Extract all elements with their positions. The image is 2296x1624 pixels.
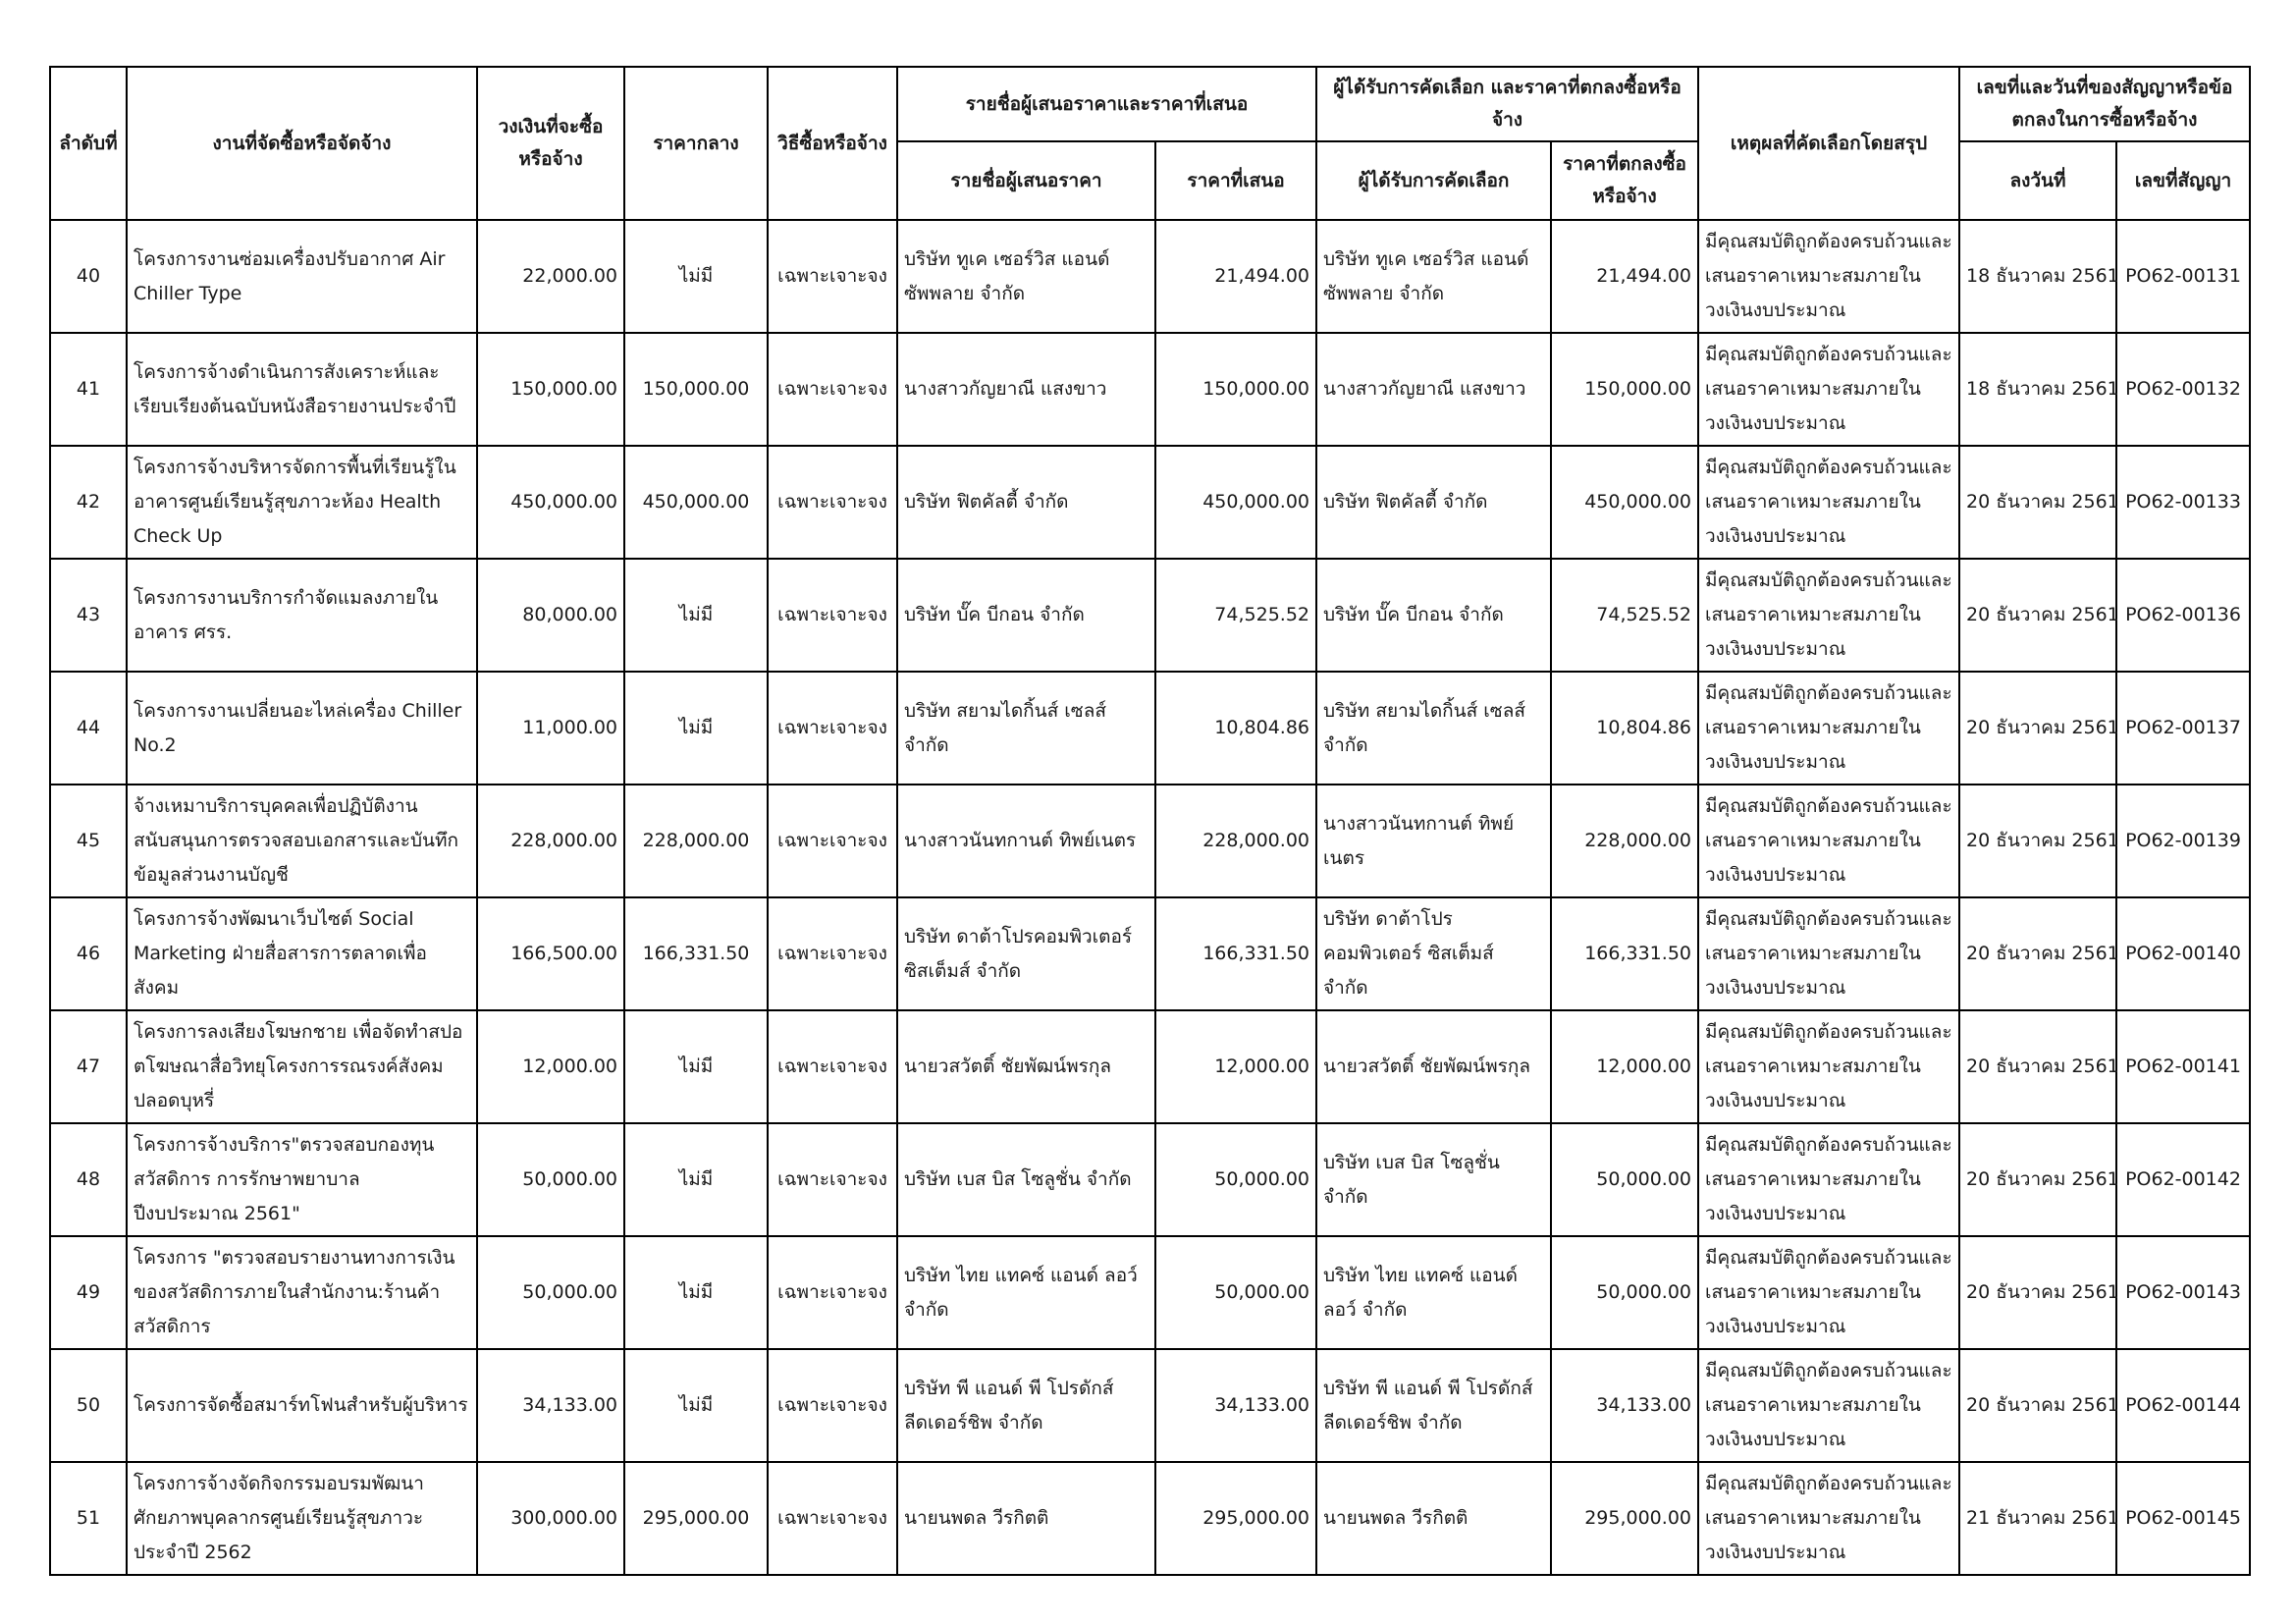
method: เฉพาะเจาะจง <box>768 333 897 446</box>
contract-date: 18 ธันวาคม 2561 <box>1959 220 2116 333</box>
contract-no: PO62-00139 <box>2116 785 2250 897</box>
work-title: โครงการจัดซื้อสมาร์ทโฟนสำหรับผู้บริหาร <box>127 1349 477 1462</box>
contract-date: 20 ธันวาคม 2561 <box>1959 1123 2116 1236</box>
budget: 166,500.00 <box>477 897 624 1010</box>
contract-no: PO62-00140 <box>2116 897 2250 1010</box>
budget: 50,000.00 <box>477 1123 624 1236</box>
method: เฉพาะเจาะจง <box>768 1349 897 1462</box>
agreed-price: 228,000.00 <box>1551 785 1698 897</box>
contract-date: 20 ธันวาคม 2561 <box>1959 897 2116 1010</box>
contract-date: 20 ธันวาคม 2561 <box>1959 1010 2116 1123</box>
median-price: 150,000.00 <box>624 333 768 446</box>
contract-date: 20 ธันวาคม 2561 <box>1959 672 2116 785</box>
selected-name: บริษัท ฟิตคัลตี้ จำกัด <box>1316 446 1551 559</box>
table-row <box>50 1462 2250 1575</box>
header-contract-group: เลขที่และวันที่ของสัญญาหรือข้อตกลงในการซื้อหรือจ้าง <box>1959 67 2250 141</box>
contract-no: PO62-00141 <box>2116 1010 2250 1123</box>
budget: 34,133.00 <box>477 1349 624 1462</box>
header-method: วิธีซื้อหรือจ้าง <box>768 67 897 220</box>
header-selected-name: ผู้ได้รับการคัดเลือก <box>1316 141 1551 220</box>
selected-name: บริษัท เบส บิส โซลูชั่น จำกัด <box>1316 1123 1551 1236</box>
bidder-name: บริษัท ไทย แทคซ์ แอนด์ ลอว์ จำกัด <box>897 1236 1155 1349</box>
contract-date: 20 ธันวาคม 2561 <box>1959 1349 2116 1462</box>
contract-date: 20 ธันวาคม 2561 <box>1959 785 2116 897</box>
table-row <box>50 333 2250 446</box>
header-agreed-price: ราคาที่ตกลงซื้อหรือจ้าง <box>1551 141 1698 220</box>
row-no: 40 <box>50 220 127 333</box>
selection-reason: มีคุณสมบัติถูกต้องครบถ้วนและเสนอราคาเหมาะสมภายในวงเงินงบประมาณ <box>1698 559 1959 672</box>
work-title: โครงการจ้างบริหารจัดการพื้นที่เรียนรู้ในอาคารศูนย์เรียนรู้สุขภาวะห้อง Health Check Up <box>127 446 477 559</box>
bidder-name: นายวสวัตติ์ ชัยพัฒน์พรกุล <box>897 1010 1155 1123</box>
budget: 12,000.00 <box>477 1010 624 1123</box>
work-title: โครงการจ้างบริการ"ตรวจสอบกองทุนสวัสดิการ การรักษาพยาบาล ปีงบประมาณ 2561" <box>127 1123 477 1236</box>
contract-date: 18 ธันวาคม 2561 <box>1959 333 2116 446</box>
method: เฉพาะเจาะจง <box>768 785 897 897</box>
agreed-price: 166,331.50 <box>1551 897 1698 1010</box>
median-price: ไม่มี <box>624 672 768 785</box>
contract-date: 20 ธันวาคม 2561 <box>1959 559 2116 672</box>
selected-name: นางสาวกัญยาณี แสงขาว <box>1316 333 1551 446</box>
agreed-price: 10,804.86 <box>1551 672 1698 785</box>
method: เฉพาะเจาะจง <box>768 220 897 333</box>
table-row <box>50 1349 2250 1462</box>
contract-no: PO62-00131 <box>2116 220 2250 333</box>
table-body <box>50 220 2250 1575</box>
bid-price: 10,804.86 <box>1155 672 1316 785</box>
contract-no: PO62-00142 <box>2116 1123 2250 1236</box>
budget: 50,000.00 <box>477 1236 624 1349</box>
agreed-price: 295,000.00 <box>1551 1462 1698 1575</box>
budget: 11,000.00 <box>477 672 624 785</box>
agreed-price: 21,494.00 <box>1551 220 1698 333</box>
header-work: งานที่จัดซื้อหรือจัดจ้าง <box>127 67 477 220</box>
agreed-price: 150,000.00 <box>1551 333 1698 446</box>
row-no: 48 <box>50 1123 127 1236</box>
median-price: ไม่มี <box>624 1010 768 1123</box>
row-no: 47 <box>50 1010 127 1123</box>
header-contract-date: ลงวันที่ <box>1959 141 2116 220</box>
median-price: 228,000.00 <box>624 785 768 897</box>
bid-price: 74,525.52 <box>1155 559 1316 672</box>
contract-date: 20 ธันวาคม 2561 <box>1959 446 2116 559</box>
header-no: ลำดับที่ <box>50 67 127 220</box>
selection-reason: มีคุณสมบัติถูกต้องครบถ้วนและเสนอราคาเหมาะสมภายในวงเงินงบประมาณ <box>1698 672 1959 785</box>
agreed-price: 50,000.00 <box>1551 1123 1698 1236</box>
header-budget: วงเงินที่จะซื้อหรือจ้าง <box>477 67 624 220</box>
selection-reason: มีคุณสมบัติถูกต้องครบถ้วนและเสนอราคาเหมาะสมภายในวงเงินงบประมาณ <box>1698 1123 1959 1236</box>
bid-price: 50,000.00 <box>1155 1123 1316 1236</box>
median-price: ไม่มี <box>624 220 768 333</box>
median-price: ไม่มี <box>624 559 768 672</box>
bidder-name: นางสาวกัญยาณี แสงขาว <box>897 333 1155 446</box>
selected-name: บริษัท บั๊ค บีกอน จำกัด <box>1316 559 1551 672</box>
budget: 80,000.00 <box>477 559 624 672</box>
table-row <box>50 1010 2250 1123</box>
agreed-price: 50,000.00 <box>1551 1236 1698 1349</box>
contract-date: 21 ธันวาคม 2561 <box>1959 1462 2116 1575</box>
selection-reason: มีคุณสมบัติถูกต้องครบถ้วนและเสนอราคาเหมาะสมภายในวงเงินงบประมาณ <box>1698 1010 1959 1123</box>
work-title: โครงการงานบริการกำจัดแมลงภายในอาคาร ศรร. <box>127 559 477 672</box>
bid-price: 21,494.00 <box>1155 220 1316 333</box>
selection-reason: มีคุณสมบัติถูกต้องครบถ้วนและเสนอราคาเหมาะสมภายในวงเงินงบประมาณ <box>1698 1462 1959 1575</box>
row-no: 42 <box>50 446 127 559</box>
method: เฉพาะเจาะจง <box>768 559 897 672</box>
selection-reason: มีคุณสมบัติถูกต้องครบถ้วนและเสนอราคาเหมาะสมภายในวงเงินงบประมาณ <box>1698 446 1959 559</box>
selected-name: บริษัท สยามไดกิ้นส์ เซลส์ จำกัด <box>1316 672 1551 785</box>
table-row <box>50 1236 2250 1349</box>
table-row <box>50 446 2250 559</box>
work-title: โครงการงานเปลี่ยนอะไหล่เครื่อง Chiller No.2 <box>127 672 477 785</box>
header-contract-no: เลขที่สัญญา <box>2116 141 2250 220</box>
table-row <box>50 785 2250 897</box>
table-row <box>50 1123 2250 1236</box>
budget: 228,000.00 <box>477 785 624 897</box>
selected-name: บริษัท ทูเค เซอร์วิส แอนด์ ซัพพลาย จำกัด <box>1316 220 1551 333</box>
method: เฉพาะเจาะจง <box>768 1010 897 1123</box>
row-no: 46 <box>50 897 127 1010</box>
table-row <box>50 559 2250 672</box>
row-no: 44 <box>50 672 127 785</box>
work-title: โครงการงานซ่อมเครื่องปรับอากาศ Air Chiller Type <box>127 220 477 333</box>
work-title: จ้างเหมาบริการบุคคลเพื่อปฏิบัติงานสนับสนุนการตรวจสอบเอกสารและบันทึกข้อมูลส่วนงานบัญชี <box>127 785 477 897</box>
selection-reason: มีคุณสมบัติถูกต้องครบถ้วนและเสนอราคาเหมาะสมภายในวงเงินงบประมาณ <box>1698 897 1959 1010</box>
agreed-price: 12,000.00 <box>1551 1010 1698 1123</box>
bidder-name: บริษัท พี แอนด์ พี โปรดักส์ ลีดเดอร์ชิพ จำกัด <box>897 1349 1155 1462</box>
selected-name: นายวสวัตติ์ ชัยพัฒน์พรกุล <box>1316 1010 1551 1123</box>
agreed-price: 450,000.00 <box>1551 446 1698 559</box>
selection-reason: มีคุณสมบัติถูกต้องครบถ้วนและเสนอราคาเหมาะสมภายในวงเงินงบประมาณ <box>1698 220 1959 333</box>
contract-no: PO62-00132 <box>2116 333 2250 446</box>
bid-price: 150,000.00 <box>1155 333 1316 446</box>
method: เฉพาะเจาะจง <box>768 1462 897 1575</box>
bidder-name: บริษัท บั๊ค บีกอน จำกัด <box>897 559 1155 672</box>
selection-reason: มีคุณสมบัติถูกต้องครบถ้วนและเสนอราคาเหมาะสมภายในวงเงินงบประมาณ <box>1698 1349 1959 1462</box>
agreed-price: 34,133.00 <box>1551 1349 1698 1462</box>
bid-price: 228,000.00 <box>1155 785 1316 897</box>
work-title: โครงการจ้างดำเนินการสังเคราะห์และเรียบเรียงต้นฉบับหนังสือรายงานประจำปี <box>127 333 477 446</box>
method: เฉพาะเจาะจง <box>768 1123 897 1236</box>
table-header <box>50 67 2250 220</box>
selection-reason: มีคุณสมบัติถูกต้องครบถ้วนและเสนอราคาเหมาะสมภายในวงเงินงบประมาณ <box>1698 1236 1959 1349</box>
table-row <box>50 220 2250 333</box>
header-median-price: ราคากลาง <box>624 67 768 220</box>
agreed-price: 74,525.52 <box>1551 559 1698 672</box>
median-price: 295,000.00 <box>624 1462 768 1575</box>
contract-no: PO62-00143 <box>2116 1236 2250 1349</box>
budget: 300,000.00 <box>477 1462 624 1575</box>
bid-price: 166,331.50 <box>1155 897 1316 1010</box>
selection-reason: มีคุณสมบัติถูกต้องครบถ้วนและเสนอราคาเหมาะสมภายในวงเงินงบประมาณ <box>1698 333 1959 446</box>
method: เฉพาะเจาะจง <box>768 672 897 785</box>
bidder-name: บริษัท สยามไดกิ้นส์ เซลส์ จำกัด <box>897 672 1155 785</box>
bid-price: 34,133.00 <box>1155 1349 1316 1462</box>
contract-no: PO62-00136 <box>2116 559 2250 672</box>
budget: 150,000.00 <box>477 333 624 446</box>
procurement-table <box>49 66 2251 1576</box>
bidder-name: บริษัท เบส บิส โซลูชั่น จำกัด <box>897 1123 1155 1236</box>
selected-name: นายนพดล วีรกิตติ <box>1316 1462 1551 1575</box>
row-no: 45 <box>50 785 127 897</box>
selected-name: บริษัท พี แอนด์ พี โปรดักส์ ลีดเดอร์ชิพ จำกัด <box>1316 1349 1551 1462</box>
method: เฉพาะเจาะจง <box>768 1236 897 1349</box>
median-price: ไม่มี <box>624 1123 768 1236</box>
row-no: 49 <box>50 1236 127 1349</box>
row-no: 51 <box>50 1462 127 1575</box>
median-price: ไม่มี <box>624 1236 768 1349</box>
contract-no: PO62-00137 <box>2116 672 2250 785</box>
work-title: โครงการจ้างพัฒนาเว็บไซต์ Social Marketing ฝ่ายสื่อสารการตลาดเพื่อสังคม <box>127 897 477 1010</box>
bidder-name: บริษัท ทูเค เซอร์วิส แอนด์ ซัพพลาย จำกัด <box>897 220 1155 333</box>
header-reason: เหตุผลที่คัดเลือกโดยสรุป <box>1698 67 1959 220</box>
header-bidders-group: รายชื่อผู้เสนอราคาและราคาที่เสนอ <box>897 67 1316 141</box>
bid-price: 295,000.00 <box>1155 1462 1316 1575</box>
header-selected-group: ผู้ได้รับการคัดเลือก และราคาที่ตกลงซื้อหรือจ้าง <box>1316 67 1698 141</box>
bid-price: 50,000.00 <box>1155 1236 1316 1349</box>
work-title: โครงการ "ตรวจสอบรายงานทางการเงินของสวัสดิการภายในสำนักงาน:ร้านค้าสวัสดิการ <box>127 1236 477 1349</box>
row-no: 43 <box>50 559 127 672</box>
selected-name: บริษัท ดาต้าโปรคอมพิวเตอร์ ซิสเต็มส์ จำกัด <box>1316 897 1551 1010</box>
bidder-name: นายนพดล วีรกิตติ <box>897 1462 1155 1575</box>
work-title: โครงการจ้างจัดกิจกรรมอบรมพัฒนาศักยภาพบุคลากรศูนย์เรียนรู้สุขภาวะ ประจำปี 2562 <box>127 1462 477 1575</box>
median-price: ไม่มี <box>624 1349 768 1462</box>
bidder-name: นางสาวนันทกานต์ ทิพย์เนตร <box>897 785 1155 897</box>
contract-date: 20 ธันวาคม 2561 <box>1959 1236 2116 1349</box>
selection-reason: มีคุณสมบัติถูกต้องครบถ้วนและเสนอราคาเหมาะสมภายในวงเงินงบประมาณ <box>1698 785 1959 897</box>
median-price: 450,000.00 <box>624 446 768 559</box>
method: เฉพาะเจาะจง <box>768 897 897 1010</box>
bidder-name: บริษัท ฟิตคัลตี้ จำกัด <box>897 446 1155 559</box>
bid-price: 450,000.00 <box>1155 446 1316 559</box>
budget: 22,000.00 <box>477 220 624 333</box>
row-no: 41 <box>50 333 127 446</box>
median-price: 166,331.50 <box>624 897 768 1010</box>
bid-price: 12,000.00 <box>1155 1010 1316 1123</box>
bidder-name: บริษัท ดาต้าโปรคอมพิวเตอร์ ซิสเต็มส์ จำกัด <box>897 897 1155 1010</box>
contract-no: PO62-00133 <box>2116 446 2250 559</box>
table-row <box>50 897 2250 1010</box>
header-bid-price: ราคาที่เสนอ <box>1155 141 1316 220</box>
contract-no: PO62-00144 <box>2116 1349 2250 1462</box>
contract-no: PO62-00145 <box>2116 1462 2250 1575</box>
work-title: โครงการลงเสียงโฆษกชาย เพื่อจัดทำสปอตโฆษณาสื่อวิทยุโครงการรณรงค์สังคมปลอดบุหรี่ <box>127 1010 477 1123</box>
method: เฉพาะเจาะจง <box>768 446 897 559</box>
selected-name: นางสาวนันทกานต์ ทิพย์เนตร <box>1316 785 1551 897</box>
table-row <box>50 672 2250 785</box>
row-no: 50 <box>50 1349 127 1462</box>
budget: 450,000.00 <box>477 446 624 559</box>
selected-name: บริษัท ไทย แทคซ์ แอนด์ ลอว์ จำกัด <box>1316 1236 1551 1349</box>
header-bidder-name: รายชื่อผู้เสนอราคา <box>897 141 1155 220</box>
